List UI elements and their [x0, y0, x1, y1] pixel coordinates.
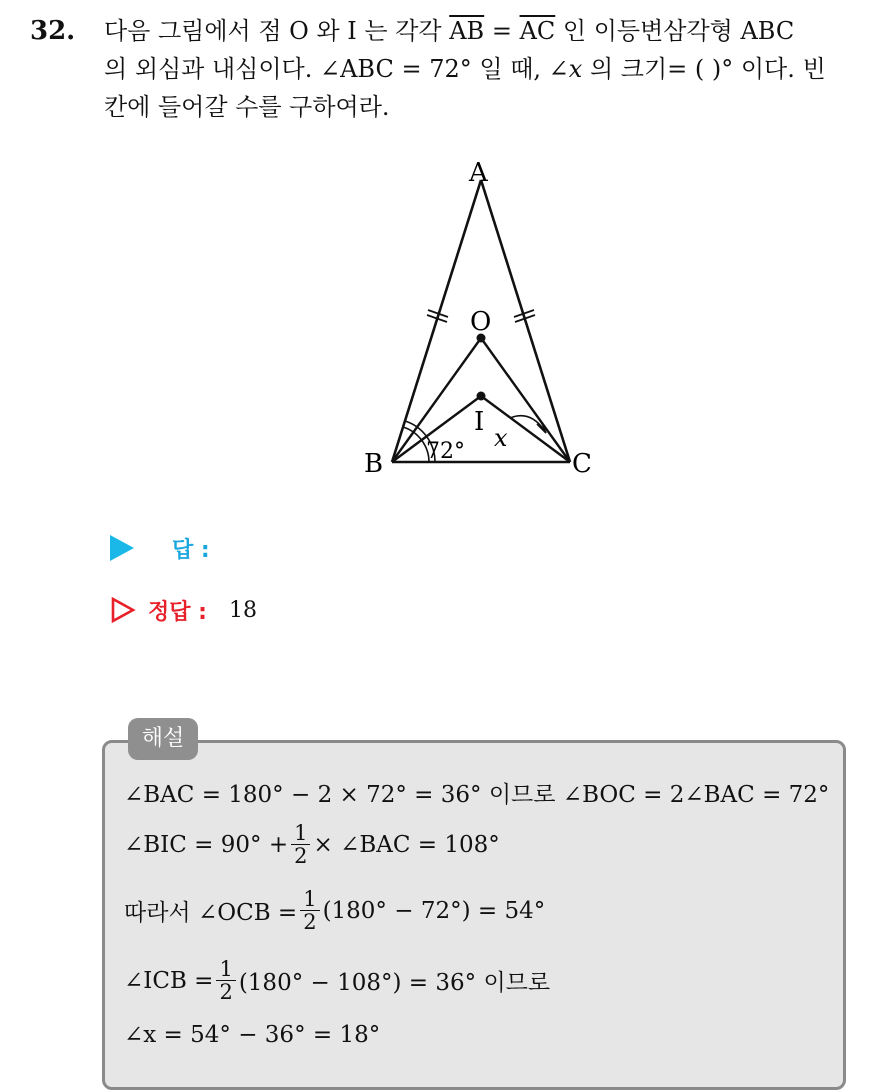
side-ac	[481, 180, 570, 462]
answer-label: 답 :	[172, 537, 210, 563]
outline-arrow-icon	[110, 597, 136, 623]
question-line-1: 다음 그림에서 점 O 와 I 는 각각 $\overline{AB} = \overline{AC}$ 인 이등변삼각형 ABC	[104, 17, 795, 45]
label-b: B	[364, 449, 384, 479]
explanation-tab: 해설	[128, 718, 198, 760]
fraction-half: $\frac{1}{2}$	[216, 958, 235, 1003]
variable-x: x	[568, 55, 583, 83]
question-line-2: 의 외심과 내심이다. ∠ABC = 72° 일 때, ∠x 의 크기= ( )° 이다. 빈	[104, 55, 826, 83]
label-a: A	[469, 158, 488, 188]
explanation-line-2: ∠BIC = 90° + $\frac{1}{2}$ × ∠BAC = 108°	[124, 821, 500, 868]
label-i: I	[474, 407, 485, 437]
answer-row	[110, 528, 210, 568]
triangle-figure	[360, 150, 610, 490]
explanation-line-1: ∠BAC = 180° − 2 × 72° = 36° 이므로 ∠BOC = 2∠BAC = 72°	[124, 782, 830, 808]
label-x: x	[494, 424, 508, 452]
fraction-half: $\frac{1}{2}$	[291, 822, 310, 867]
question-text	[104, 12, 864, 126]
label-c: C	[572, 449, 592, 479]
side-ab	[392, 180, 481, 462]
question-number: 32.	[30, 16, 76, 46]
explanation-line-5: ∠x = 54° − 36° = 18°	[124, 1022, 381, 1048]
explanation-line-4: ∠ICB = $\frac{1}{2}$ (180° − 108°) = 36° 이므로	[124, 957, 551, 1004]
segment-ac: $\overline{AC}$	[519, 17, 556, 45]
segment-ab: $\overline{AB}$	[449, 17, 485, 45]
play-arrow-icon	[110, 535, 134, 561]
explanation-line-3: 따라서 ∠OCB = $\frac{1}{2}$ (180° − 72°) = 54°	[124, 887, 546, 934]
point-i	[477, 392, 486, 401]
correct-answer-value: 18	[228, 597, 257, 623]
fraction-half: $\frac{1}{2}$	[300, 888, 319, 933]
triangle-diagram	[360, 150, 610, 490]
label-angle-72: 72°	[426, 439, 465, 464]
correct-answer-label: 정답 :	[148, 599, 207, 625]
label-o: O	[470, 307, 492, 337]
correct-answer-row	[110, 590, 257, 630]
question-line-3: 칸에 들어갈 수를 구하여라.	[104, 93, 390, 121]
